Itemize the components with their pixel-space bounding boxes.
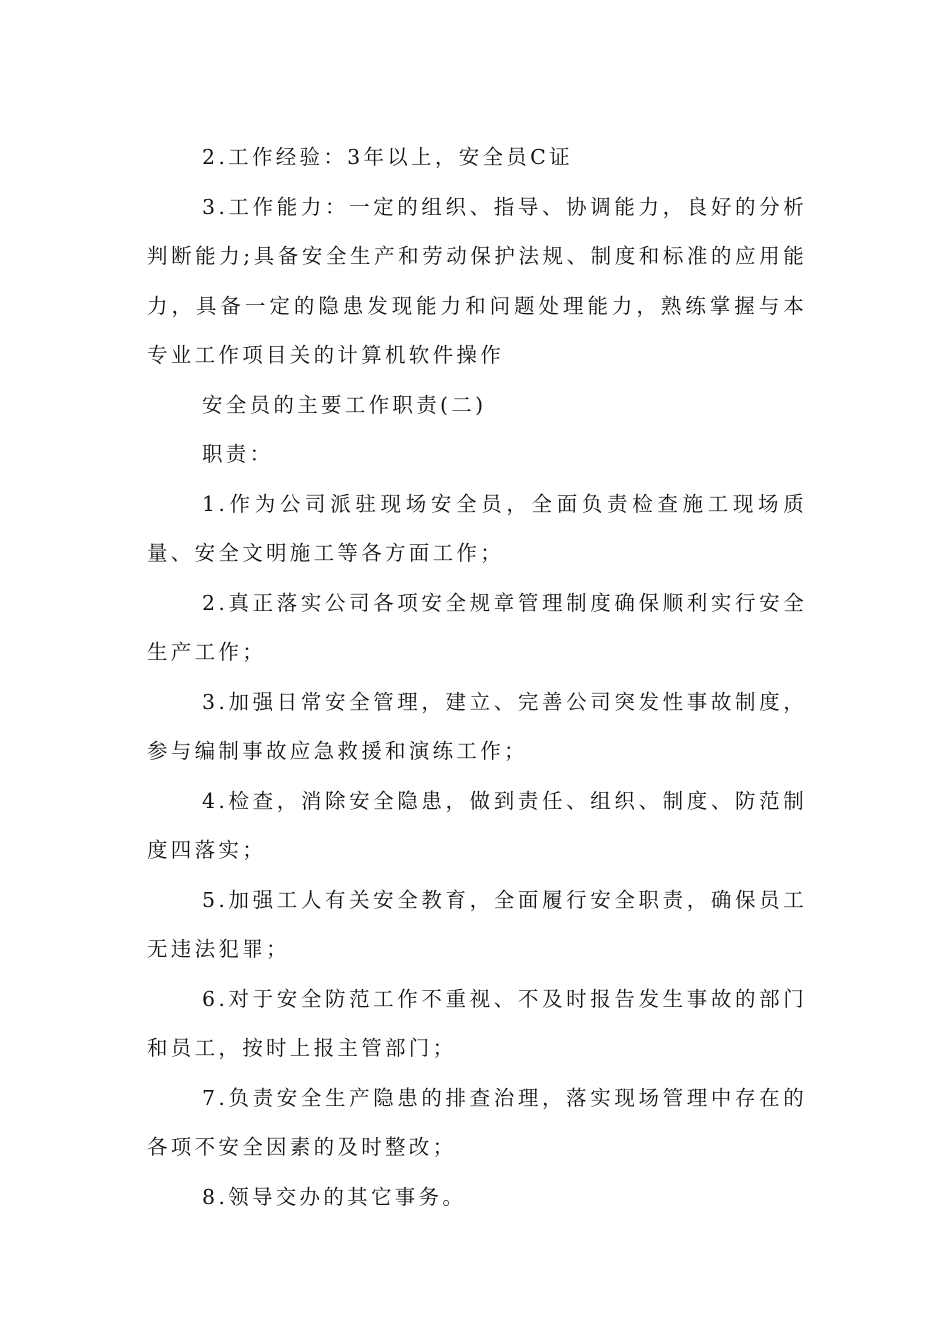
duty-item-8: 8.领导交办的其它事务。 [202,1184,467,1209]
duty-item-1: 1.作为公司派驻现场安全员，全面负责检查施工现场质量、安全文明施工等各方面工作； [147,491,807,565]
duty-item-2: 2.真正落实公司各项安全规章管理制度确保顺利实行安全生产工作； [147,590,807,664]
duty-item-3: 3.加强日常安全管理，建立、完善公司突发性事故制度，参与编制事故应急救援和演练工作； [147,689,807,763]
paragraph-work-experience: 2.工作经验：3年以上，安全员C证 [202,145,573,169]
duty-item-4: 4.检查，消除安全隐患，做到责任、组织、制度、防范制度四落实； [147,788,807,862]
document-body [147,133,807,1222]
duty-item-5: 5.加强工人有关安全教育，全面履行安全职责，确保员工无违法犯罪； [147,887,807,961]
duties-label: 职责： [202,442,274,466]
duty-item-6: 6.对于安全防范工作不重视、不及时报告发生事故的部门和员工，按时上报主管部门； [147,986,807,1060]
section-heading: 安全员的主要工作职责(二) [202,392,487,417]
duty-item-7: 7.负责安全生产隐患的排查治理，落实现场管理中存在的各项不安全因素的及时整改； [147,1085,807,1159]
paragraph-work-ability: 3.工作能力：一定的组织、指导、协调能力，良好的分析判断能力;具备安全生产和劳动保护法规、制度和标准的应用能力，具备一定的隐患发现能力和问题处理能力，熟练掌握与本专业工作项目关的计算机软件操作 [147,194,807,367]
